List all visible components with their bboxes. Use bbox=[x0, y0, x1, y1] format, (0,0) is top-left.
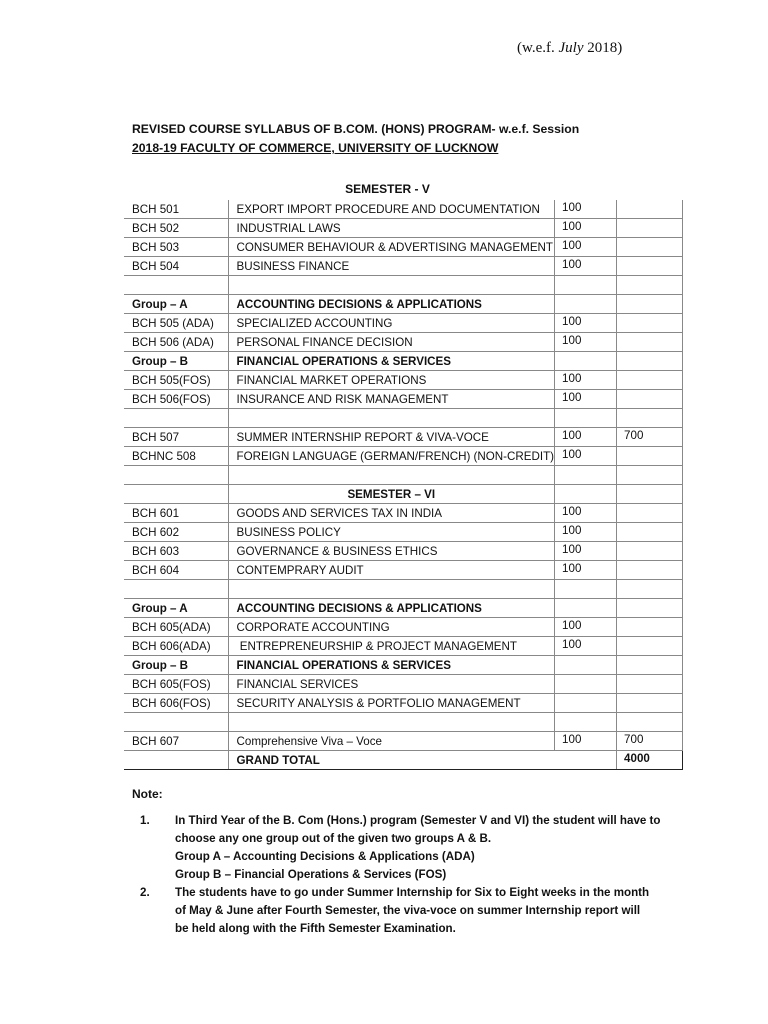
blank-row bbox=[124, 580, 683, 599]
semester-v-total: 700 bbox=[617, 428, 683, 447]
grand-total-row bbox=[124, 751, 683, 770]
table-row: BCH 603 GOVERNANCE & BUSINESS ETHICS 100 bbox=[124, 542, 683, 561]
table-row: BCH 505(FOS) FINANCIAL MARKET OPERATIONS 100 bbox=[124, 371, 683, 390]
table-row: BCHNC 508 FOREIGN LANGUAGE (GERMAN/FRENCH) (NON-CREDIT) 100 bbox=[124, 447, 683, 466]
table-row: BCH 501 EXPORT IMPORT PROCEDURE AND DOCUMENTATION 100 bbox=[124, 200, 683, 219]
group-a-row: Group – A ACCOUNTING DECISIONS & APPLICATIONS bbox=[124, 295, 683, 314]
table-row: BCH 606(FOS) SECURITY ANALYSIS & PORTFOLIO MANAGEMENT bbox=[124, 694, 683, 713]
document-title bbox=[132, 120, 582, 158]
note-item: 2. The students have to go under Summer Internship for Six to Eight weeks in the month of May & June after Fourth Semester, the viva-voce on summer Internship report will be held along with the Fifth Semester Examination. bbox=[140, 886, 650, 935]
table-row: BCH 506 (ADA) PERSONAL FINANCE DECISION 100 bbox=[124, 333, 683, 352]
table-row: BCH 502 INDUSTRIAL LAWS 100 bbox=[124, 219, 683, 238]
table-row: BCH 504 BUSINESS FINANCE 100 bbox=[124, 257, 683, 276]
title-line-2: 2018-19 FACULTY OF COMMERCE, UNIVERSITY OF LUCKNOW bbox=[132, 141, 499, 155]
note-item: 1. In Third Year of the B. Com (Hons.) program (Semester V and VI) the student will have to choose any one group out of the given two groups A & B. Group A – Accounting Decisions & Applications (ADA) Group B – Financial Operations & Services (FOS) bbox=[140, 814, 661, 881]
table-row: BCH 601 GOODS AND SERVICES TAX IN INDIA 100 bbox=[124, 504, 683, 523]
table-row: BCH 604 CONTEMPRARY AUDIT 100 bbox=[124, 561, 683, 580]
group-a-row: Group – A ACCOUNTING DECISIONS & APPLICATIONS bbox=[124, 599, 683, 618]
table-row: BCH 605(ADA) CORPORATE ACCOUNTING 100 bbox=[124, 618, 683, 637]
blank-row bbox=[124, 409, 683, 428]
note-list bbox=[140, 812, 680, 938]
semester-vi-row bbox=[124, 485, 683, 504]
wef-date: (w.e.f. July 2018) bbox=[517, 40, 623, 56]
table-row: BCH 505 (ADA) SPECIALIZED ACCOUNTING 100 bbox=[124, 314, 683, 333]
blank-row bbox=[124, 466, 683, 485]
table-row: BCH 602 BUSINESS POLICY 100 bbox=[124, 523, 683, 542]
table-row: BCH 503 CONSUMER BEHAVIOUR & ADVERTISING MANAGEMENT 100 bbox=[124, 238, 683, 257]
semester-vi-heading: SEMESTER – VI bbox=[228, 485, 555, 504]
table-row: BCH 506(FOS) INSURANCE AND RISK MANAGEMENT 100 bbox=[124, 390, 683, 409]
syllabus-table bbox=[124, 200, 683, 770]
semester-vi-total: 700 bbox=[617, 732, 683, 751]
group-b-row: Group – B FINANCIAL OPERATIONS & SERVICES bbox=[124, 352, 683, 371]
blank-row bbox=[124, 276, 683, 295]
table-row: BCH 606(ADA) ENTREPRENEURSHIP & PROJECT MANAGEMENT 100 bbox=[124, 637, 683, 656]
blank-row bbox=[124, 713, 683, 732]
note-heading: Note: bbox=[132, 787, 163, 801]
group-b-row: Group – B FINANCIAL OPERATIONS & SERVICES bbox=[124, 656, 683, 675]
semester-v-heading: SEMESTER - V bbox=[345, 182, 430, 196]
grand-total-value: 4000 bbox=[617, 751, 683, 770]
table-row: BCH 507 SUMMER INTERNSHIP REPORT & VIVA-VOCE 100 700 bbox=[124, 428, 683, 447]
grand-total-label: GRAND TOTAL bbox=[228, 751, 555, 770]
title-line-1: REVISED COURSE SYLLABUS OF B.COM. (HONS) PROGRAM- w.e.f. Session bbox=[132, 122, 580, 136]
table-row: BCH 607 Comprehensive Viva – Voce 100 700 bbox=[124, 732, 683, 751]
table-row: BCH 605(FOS) FINANCIAL SERVICES bbox=[124, 675, 683, 694]
